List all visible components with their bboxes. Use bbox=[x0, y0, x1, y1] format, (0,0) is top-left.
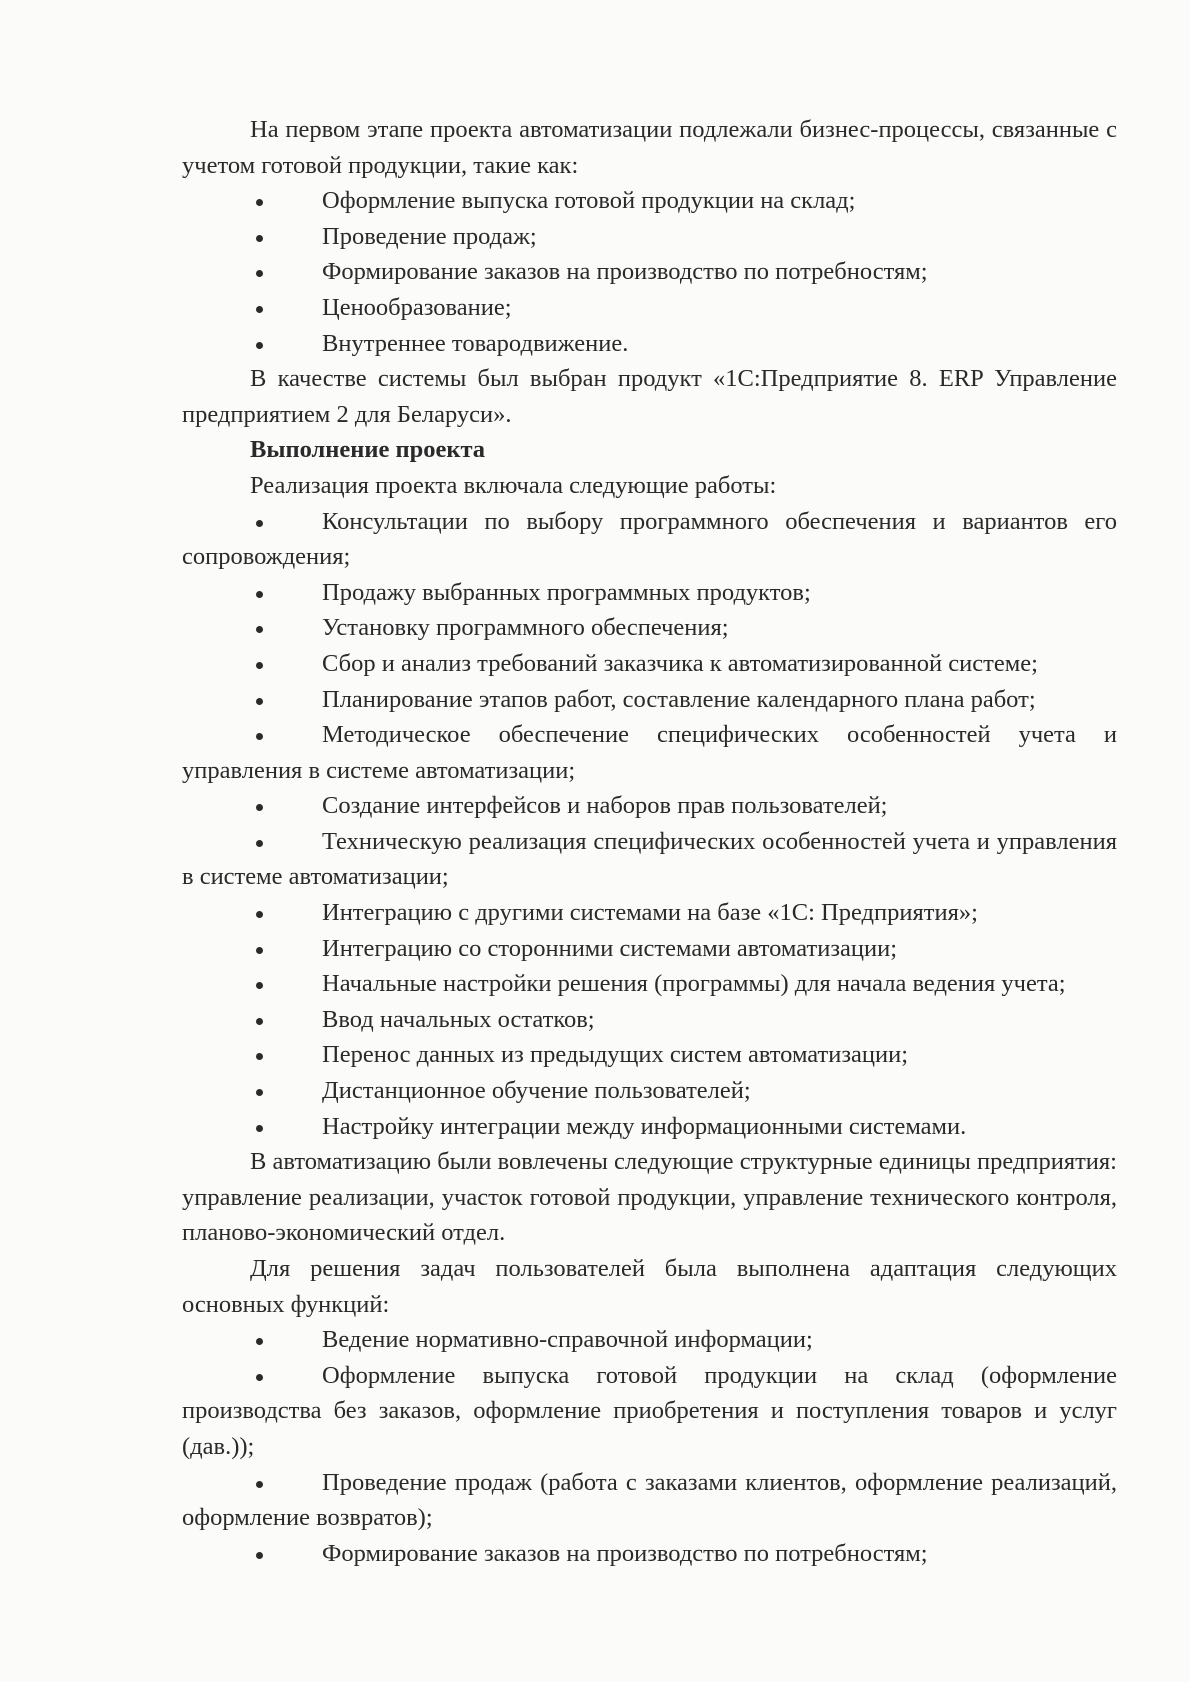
document-body bbox=[182, 112, 1117, 1571]
bullet-icon bbox=[256, 1125, 263, 1132]
bullet-icon bbox=[256, 306, 263, 313]
list-item: Формирование заказов на производство по потребностям; bbox=[182, 1536, 1117, 1572]
bullet-icon bbox=[256, 698, 263, 705]
stage-process-list bbox=[182, 183, 1117, 361]
bullet-icon bbox=[256, 947, 263, 954]
bullet-icon bbox=[256, 1481, 263, 1488]
list-item: Внутреннее товародвижение. bbox=[182, 326, 1117, 362]
bullet-icon bbox=[256, 199, 263, 206]
bullet-icon bbox=[256, 626, 263, 633]
bullet-icon bbox=[256, 911, 263, 918]
list-item: Техническую реализация специфических особенностей учета и управления в системе автоматизации; bbox=[182, 827, 1117, 891]
list-item: Создание интерфейсов и наборов прав пользователей; bbox=[182, 788, 1117, 824]
list-item: Ввод начальных остатков; bbox=[182, 1002, 1117, 1038]
functions-list bbox=[182, 1322, 1117, 1571]
bullet-icon bbox=[256, 1018, 263, 1025]
bullet-icon bbox=[256, 1053, 263, 1060]
bullet-icon bbox=[256, 1552, 263, 1559]
list-item: Методическое обеспечение специфических особенностей учета и управления в системе автоматизации; bbox=[182, 721, 1117, 784]
system-choice-paragraph: В качестве системы был выбран продукт «1С:Предприятие 8. ERP Управление предприятием 2 для Беларуси». bbox=[182, 365, 1117, 428]
list-item: Ценообразование; bbox=[182, 290, 1117, 326]
bullet-icon bbox=[256, 235, 263, 242]
bullet-icon bbox=[256, 270, 263, 277]
list-item: Оформление выпуска готовой продукции на склад; bbox=[182, 183, 1117, 219]
bullet-icon bbox=[256, 520, 263, 527]
list-item: Консультации по выбору программного обеспечения и вариантов его сопровождения; bbox=[182, 507, 1117, 571]
list-item: Интеграцию с другими системами на базе «1С: Предприятия»; bbox=[182, 895, 1117, 931]
bullet-icon bbox=[256, 804, 263, 811]
list-item: Дистанционное обучение пользователей; bbox=[182, 1073, 1117, 1109]
list-item: Сбор и анализ требований заказчика к автоматизированной системе; bbox=[182, 646, 1117, 682]
list-item: Интеграцию со сторонними системами автоматизации; bbox=[182, 931, 1117, 967]
bullet-icon bbox=[256, 662, 263, 669]
bullet-icon bbox=[256, 840, 263, 847]
list-item: Оформление выпуска готовой продукции на склад (оформление производства без заказов, оформление приобретения и поступления товаров и услуг (дав.)); bbox=[182, 1361, 1117, 1460]
bullet-icon bbox=[256, 591, 263, 598]
functions-intro: Для решения задач пользователей была выполнена адаптация следующих основных функций: bbox=[182, 1255, 1117, 1318]
list-item: Начальные настройки решения (программы) для начала ведения учета; bbox=[182, 966, 1117, 1002]
bullet-icon bbox=[256, 1374, 263, 1381]
bullet-icon bbox=[256, 1089, 263, 1096]
units-paragraph: В автоматизацию были вовлечены следующие структурные единицы предприятия: управление реализации, участок готовой продукции, управление технического контроля, планово-экономический отдел. bbox=[182, 1148, 1117, 1247]
works-list bbox=[182, 504, 1117, 1145]
list-item: Настройку интеграции между информационными системами. bbox=[182, 1109, 1117, 1145]
list-item: Перенос данных из предыдущих систем автоматизации; bbox=[182, 1037, 1117, 1073]
list-item: Формирование заказов на производство по потребностям; bbox=[182, 254, 1117, 290]
bullet-icon bbox=[256, 1338, 263, 1345]
intro-paragraph: На первом этапе проекта автоматизации подлежали бизнес-процессы, связанные с учетом готовой продукции, такие как: bbox=[182, 116, 1117, 179]
list-item: Планирование этапов работ, составление календарного плана работ; bbox=[182, 682, 1117, 718]
list-item: Проведение продаж (работа с заказами клиентов, оформление реализаций, оформление возвратов); bbox=[182, 1468, 1117, 1532]
works-intro: Реализация проекта включала следующие работы: bbox=[250, 471, 777, 499]
bullet-icon bbox=[256, 733, 263, 740]
list-item: Ведение нормативно-справочной информации; bbox=[182, 1322, 1117, 1358]
bullet-icon bbox=[256, 982, 263, 989]
list-item: Проведение продаж; bbox=[182, 219, 1117, 255]
bullet-icon bbox=[256, 342, 263, 349]
list-item: Продажу выбранных программных продуктов; bbox=[182, 575, 1117, 611]
section-heading: Выполнение проекта bbox=[250, 436, 486, 464]
list-item: Установку программного обеспечения; bbox=[182, 610, 1117, 646]
